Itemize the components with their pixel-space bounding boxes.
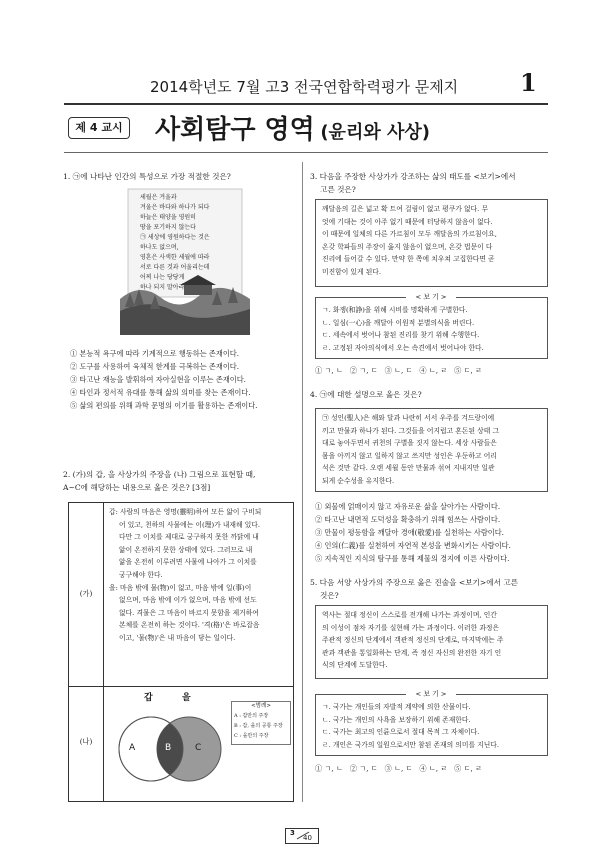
bogi-item: ㄹ. 고정된 자아의식에서 오는 속견에서 벗어나야 한다. [322,343,484,352]
passage-line: 진리에 들어갈 수 있다. 만약 한 쪽에 치우쳐 고집한다면 곧 [322,255,495,264]
q3-options[interactable]: ① ㄱ, ㄴ ② ㄱ, ㄷ ③ ㄴ, ㄷ ④ ㄴ, ㄹ ⑤ ㄷ, ㄹ [315,366,483,375]
option[interactable]: ② 도구를 사용하여 육체적 한계를 극복하는 존재이다. [70,362,239,371]
bogi-item: ㄷ. 세속에서 벗어나 참된 진리를 찾기 위해 수행한다. [322,331,480,340]
option[interactable]: ⑤ 지속적인 지식의 탐구를 통해 제물의 경지에 이른 사람이다. [315,554,510,563]
text-line: 어 있고, 천하의 사물에는 이(理)가 내재해 있다. [119,520,261,529]
venn-a: A [129,743,136,753]
subject-name: 사회탐구 영역 [155,115,315,145]
period-badge [68,117,130,139]
poem-line: 어찌 나는 당당게 [140,274,185,281]
poem-line: 세월은 겨울과 [140,194,177,201]
passage-line: 미진함이 있게 된다. [322,267,382,276]
subject-title [155,109,430,146]
option[interactable]: ④ 타인과 정서적 유대를 통해 삶의 의미를 찾는 존재이다. [70,388,251,397]
q3-prompt-line: 3. 다음을 주장한 사상가가 강조하는 삶의 태도를 <보기>에서 [310,172,516,181]
bogi-item: ㄹ. 개인은 국가의 일원으로서만 참된 존재의 의미를 지닌다. [322,740,500,749]
venn-label-right: 을 [182,693,191,703]
option[interactable]: ④ 인의(仁義)를 실천하여 자연적 본성을 변화시키는 사람이다. [315,541,511,550]
passage-line: 엇에 기대는 것이 아주 없기 때문에 터당하지 않음이 없다. [322,217,493,226]
q4-passage [315,408,548,492]
option[interactable]: ① 본능적 욕구에 따라 기계적으로 행동하는 존재이다. [70,349,239,358]
passage-line: 관과 객관을 통일화하는 단계, 즉 정신 자신의 완전한 자기 인 [322,648,502,657]
footer-page: 3 [290,829,295,837]
passage-line: ㉠ 성인(聖人)은 해와 달과 나란히 서서 우주를 겨드랑이에 [322,414,495,422]
q4-prompt: 4. ㉠에 대한 설명으로 옳은 것은? [310,390,422,399]
q5-options[interactable]: ① ㄱ, ㄴ ② ㄱ, ㄷ ③ ㄴ, ㄷ ④ ㄴ, ㄹ ⑤ ㄷ, ㄹ [315,764,483,773]
text-line: 없다. 격물은 그 마음이 바르지 못함을 제거하여 [119,608,259,617]
q5-bogi [315,690,548,756]
text-line: 다만 그 이치를 제대로 궁구하지 못한 까닭에 내 [119,533,259,542]
q3-passage [315,199,548,287]
q4-options [315,500,550,565]
passage-line: 끼고 만물과 하나가 된다. 그것들을 어지럽고 혼돈된 상태 그 [322,426,500,435]
q1-options [70,347,302,412]
column-divider [302,162,303,802]
legend-item: C : 을만의 주장 [234,733,269,739]
text-line: 갑: 사람의 마음은 영명(靈明)하여 모든 앎이 구비되 [109,508,262,516]
poem-line: 겨울은 바다와 하나가 되다 [140,204,210,211]
legend-item: A : 갑만의 주장 [234,713,269,719]
q2-prompt [63,468,300,494]
option[interactable]: ③ 타고난 재능을 발휘하여 자아실현을 이루는 존재이다. [70,375,246,384]
passage-line: 이 때문에 일체의 다른 가르침이 모두 깨달음의 가르침이요, [322,230,497,239]
q2-table [68,502,294,802]
option[interactable]: ③ 만물이 평등함을 깨달아 경애(敬愛)를 실천하는 사람이다. [315,528,504,537]
poem-line: 영혼은 사색한 세월에 따라 [140,254,210,261]
q3-bogi [315,293,548,359]
header-rule [64,103,548,105]
option[interactable]: ① 외물에 얽매이지 않고 자유로운 삶을 살아가는 사람이다. [315,502,501,511]
passage-line: 주관적 정신의 단계에서 객관적 정신의 단계로, 마지막에는 주 [322,636,504,645]
q1-prompt: 1. ㉠에 나타난 인간의 특성으로 가장 적절한 것은? [63,172,231,181]
bogi-item: ㄱ. 화쟁(和諍)을 위해 시비를 명확하게 구별한다. [322,306,468,314]
passage-line: 대로 놓아두면서 귀천의 구별을 짓지 않는다. 세상 사람들은 [322,439,497,448]
subject-sub: (윤리와 사상) [320,122,430,143]
footer-page-box [285,828,319,844]
passage-line: 깨달음의 길은 넓고 확 트여 걸림이 없고 평쿠가 없다. 무 [322,205,489,213]
q5-prompt-line: 5. 다음 서양 사상가의 주장으로 옳은 진술을 <보기>에서 고른 [310,578,518,587]
q2-table-row-divider [69,686,293,687]
poem-line: 하나 되지 말아라 [140,284,185,291]
poem-line: 서로 다른 것과 어울리는데 [140,264,210,271]
text-line: 앎을 온전히 이루려면 사물에 나아가 그 이치를 [119,558,257,567]
q5-prompt-line: 것은? [320,591,339,600]
text-line: 궁구해야 한다. [119,570,163,579]
poem-line: 땅을 포기하지 않는다 [140,224,196,231]
q3-prompt-line: 고른 것은? [320,185,356,194]
text-line: 이고, '물(物)'은 내 마음이 닿는 일이다. [119,633,236,642]
title-rule [64,152,548,153]
bogi-item: ㄴ. 일심(一心)을 깨달아 이원적 분별의식을 버린다. [322,318,475,327]
q5-passage [315,605,548,679]
text-line: 앎이 온전하지 못한 상태에 있다. 그러므로 내 [119,545,253,554]
q2-text-ga [109,506,293,645]
venn-legend [231,701,291,745]
q2-table-col-divider [103,503,104,801]
text-line: 을: 마음 밖에 물(物)이 없고, 마음 밖에 일(事)이 [109,583,252,592]
legend-item: B : 갑, 을의 공통 주장 [234,723,283,729]
passage-line: 역사는 절대 정신이 스스로를 전개해 나가는 과정이며, 인간 [322,611,497,619]
passage-line: 식의 단계에 도달한다. [322,661,388,670]
page-number: 1 [520,68,537,97]
q2-label-na: (나) [79,737,93,746]
passage-line: 몸을 아끼지 않고 일하지 않고 쓰지만 성인은 우둔하고 어리 [322,451,497,460]
poem-line: 하늘은 태양을 영원히 [140,214,196,221]
option[interactable]: ⑤ 삶의 편의를 위해 과학 문명의 이기를 활용하는 존재이다. [70,401,258,410]
venn-label-left: 갑 [144,693,153,703]
bogi-item: ㄷ. 국가는 최고의 인륜으로서 절대 목적 그 자체이다. [322,728,480,737]
bogi-item: ㄴ. 국가는 개인의 사욕을 보장하기 위해 존재한다. [322,715,471,724]
poem-line: ㉠ 세상에 영원하다는 것은 [140,234,210,241]
footer-total: 40 [303,834,312,842]
passage-line: 의 이성이 점차 자기를 실현해 가는 과정이다. 이러한 과정은 [322,623,500,632]
passage-line: 되게 순수성을 유지한다. [322,476,395,485]
venn-b: B [165,743,172,753]
q1-poem-illustration [120,187,250,335]
bogi-item: ㄱ. 국가는 개인들의 자발적 계약에 의한 산물이다. [322,703,471,711]
exam-title: 2014학년도 7월 고3 전국연합학력평가 문제지 [150,78,459,96]
poem-line: 하나도 없으며, [140,244,179,251]
text-line: 없으며, 마음 밖에 이가 없으며, 마음 밖에 선도 [119,596,257,605]
bogi-title: < 보 기 > [406,291,456,304]
legend-title: <범례> [251,703,271,709]
q5-prompt [310,576,550,602]
venn-c: C [195,743,202,753]
q2-label-ga: (가) [79,589,93,598]
poem-lines [140,193,240,293]
q2-prompt-line: A~C에 해당하는 내용으로 옳은 것은? [3점] [63,483,211,492]
q2-prompt-line: 2. (가)의 갑, 을 사상가의 주장을 (나) 그림으로 표현할 때, [63,470,256,479]
passage-line: 온갖 학파들의 주장이 옳지 않음이 없으며, 온갖 법문이 다 [322,242,493,251]
passage-line: 석은 것만 같다. 오랜 세월 동안 만물과 섞여 지내지만 일관 [322,464,495,473]
bogi-title: < 보 기 > [406,688,456,701]
text-line: 본체를 온전히 하는 것이다. '격(格)'은 바로잡음 [119,621,260,630]
period-label: 제 4 교시 [75,121,123,134]
q3-prompt [310,170,550,196]
option[interactable]: ② 타고난 내면적 도덕성을 확충하기 위해 힘쓰는 사람이다. [315,515,501,524]
